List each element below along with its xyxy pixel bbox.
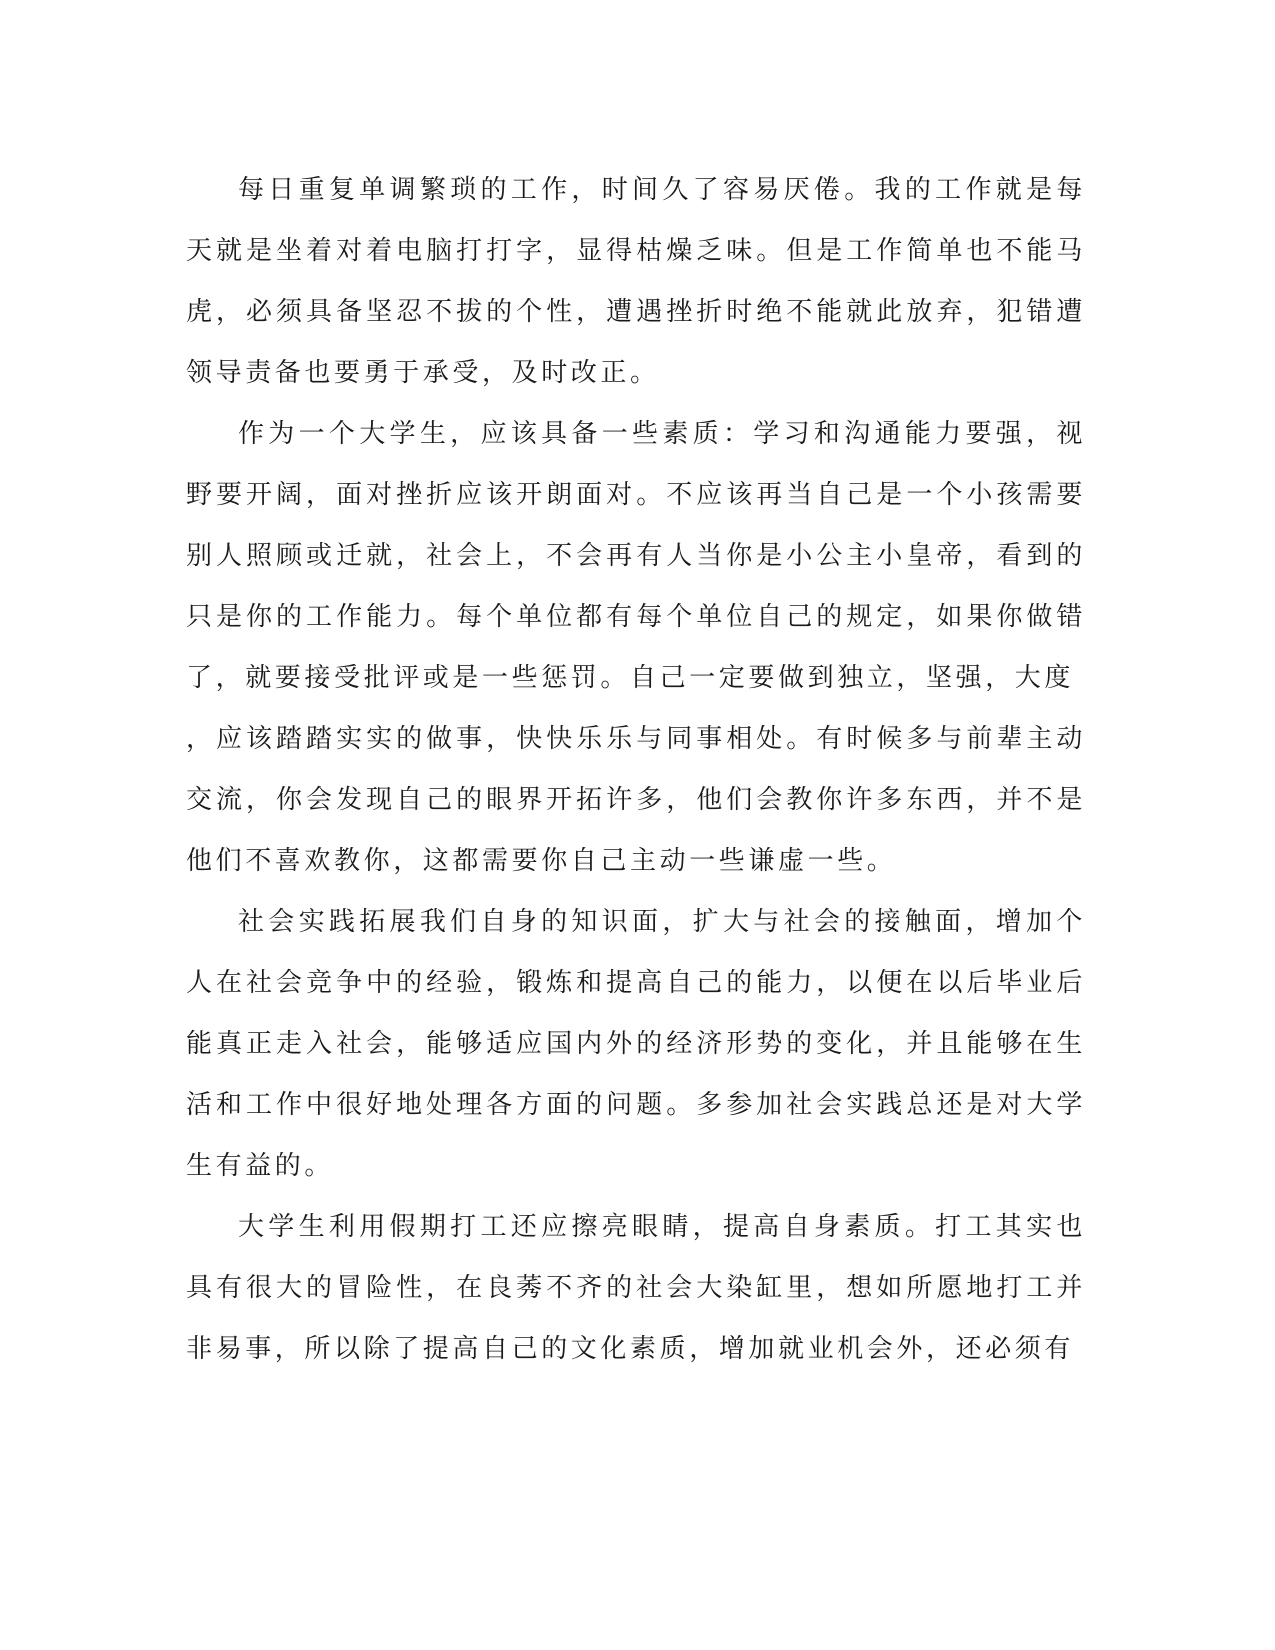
paragraph-4: 大学生利用假期打工还应擦亮眼睛，提高自身素质。打工其实也具有很大的冒险性，在良莠不齐的社会大染缸里，想如所愿地打工并非易事，所以除了提高自己的文化素质，增加就业机会外，还必须有 — [186, 1212, 1086, 1364]
paragraph-3: 社会实践拓展我们自身的知识面，扩大与社会的接触面，增加个人在社会竞争中的经验，锻炼和提高自己的能力，以便在以后毕业后能真正走入社会，能够适应国内外的经济形势的变化，并且能够在生活和工作中很好地处理各方面的问题。多参加社会实践总还是对大学生有益的。 — [186, 907, 1086, 1181]
paragraph-2-continuation: ，应该踏踏实实的做事，快快乐乐与同事相处。有时候多与前辈主动交流，你会发现自己的眼界开拓许多，他们会教你许多东西，并不是他们不喜欢教你，这都需要你自己主动一些谦虚一些。 — [186, 724, 1086, 876]
paragraph-2: 作为一个大学生，应该具备一些素质：学习和沟通能力要强，视野要开阔，面对挫折应该开朗面对。不应该再当自己是一个小孩需要别人照顾或迁就，社会上，不会再有人当你是小公主小皇帝，看到的只是你的工作能力。每个单位都有每个单位自己的规定，如果你做错了，就要接受批评或是一些惩罚。自己一定要做到独立，坚强，大度 — [186, 419, 1086, 693]
paragraph-1: 每日重复单调繁琐的工作，时间久了容易厌倦。我的工作就是每天就是坐着对着电脑打打字，显得枯燥乏味。但是工作简单也不能马虎，必须具备坚忍不拔的个性，遭遇挫折时绝不能就此放弃，犯错遭领导责备也要勇于承受，及时改正。 — [186, 175, 1086, 388]
document-body — [186, 160, 1086, 1380]
